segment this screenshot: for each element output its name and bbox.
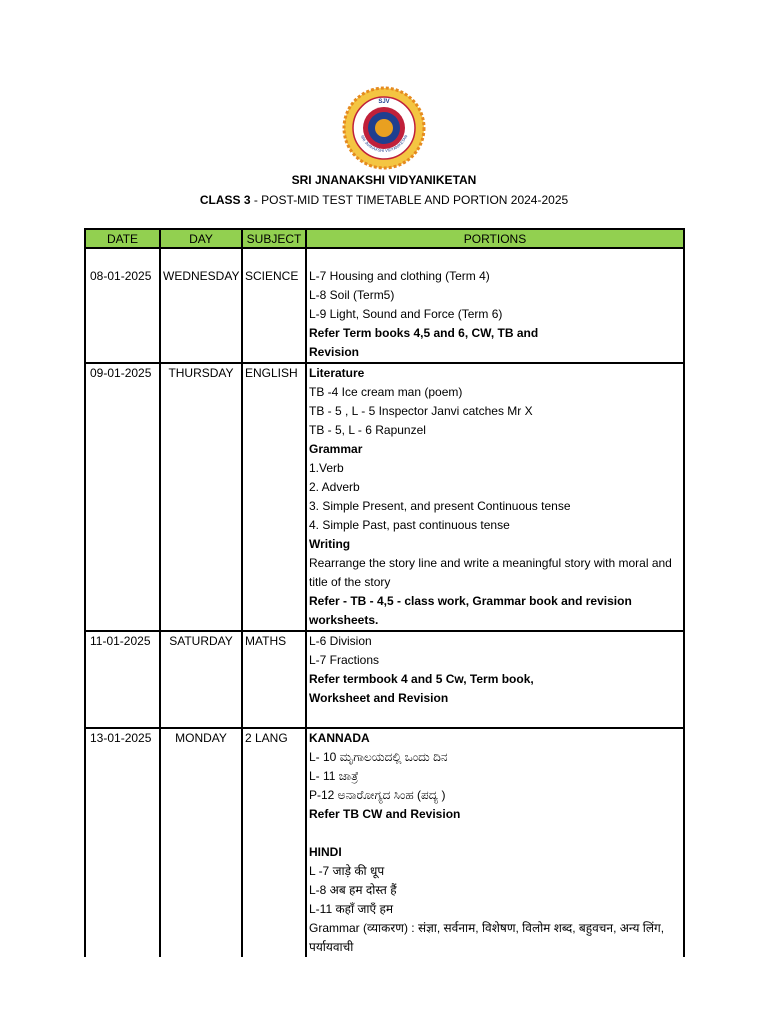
portion-line: Refer Term books 4,5 and 6, CW, TB and — [309, 326, 539, 340]
title-text: - POST-MID TEST TIMETABLE AND PORTION 2024-2025 — [250, 193, 569, 207]
header-date: DATE — [85, 229, 160, 248]
portion-line: L-11 कहाँ जाएँ हम — [309, 902, 394, 916]
portion-line: KANNADA — [309, 731, 370, 745]
portion-line: L -7 जाड़े की धूप — [309, 864, 385, 878]
table-row — [85, 363, 684, 631]
logo-center — [375, 119, 393, 137]
date-cell: 09-01-2025 — [85, 363, 160, 631]
date-cell: 08-01-2025 — [85, 248, 160, 363]
portion-line: Rearrange the story line and write a meaningful story with moral and title of the story — [309, 556, 672, 589]
portion-line — [309, 824, 681, 843]
day-cell: MONDAY — [160, 728, 242, 957]
portion-line: TB - 5, L - 6 Rapunzel — [309, 423, 426, 437]
portion-line: Grammar — [309, 442, 363, 456]
portion-line: 1.Verb — [309, 461, 344, 475]
header-row — [85, 229, 684, 248]
portion-line: Refer - TB - 4,5 - class work, Grammar book and revision worksheets. — [309, 594, 632, 627]
day-cell: THURSDAY — [160, 363, 242, 631]
class-label: CLASS 3 — [199, 193, 251, 207]
subject-cell: SCIENCE — [242, 248, 306, 363]
timetable — [84, 228, 685, 957]
portion-line: L-8 अब हम दोस्त हैं — [309, 883, 397, 897]
portion-line: Grammar (व्याकरण) : संज्ञा, सर्वनाम, विशेषण, विलोम शब्द, बहुवचन, अन्य लिंग, पर्यायवाची — [309, 921, 665, 954]
header-portions: PORTIONS — [306, 229, 684, 248]
portions-cell — [306, 728, 684, 957]
portion-line: P-12 ಅನಾರೋಗ್ಯದ ಸಿಂಹ (ಪದ್ಯ ) — [309, 788, 446, 802]
portions-cell — [306, 631, 684, 728]
portion-line: 3. Simple Present, and present Continuous tense — [309, 499, 571, 513]
portion-line — [309, 708, 681, 727]
logo-ring-text: SRI JNANAKSHI VIDYANIKETAN — [359, 134, 409, 154]
table-row — [85, 631, 684, 728]
subject-cell: 2 LANG — [242, 728, 306, 957]
date-cell: 13-01-2025 — [85, 728, 160, 957]
portion-line: TB -4 Ice cream man (poem) — [309, 385, 463, 399]
header-subject: SUBJECT — [242, 229, 306, 248]
portion-line: TB - 5 , L - 5 Inspector Janvi catches Mr X — [309, 404, 533, 418]
portion-line: Worksheet and Revision — [309, 691, 449, 705]
logo-abbrev: SJV — [378, 99, 390, 105]
school-name: SRI JNANAKSHI VIDYANIKETAN — [291, 173, 477, 187]
portion-line: L- 10 ಮೃಗಾಲಯದಲ್ಲಿ ಒಂದು ದಿನ — [309, 750, 448, 764]
subject-cell: ENGLISH — [242, 363, 306, 631]
portion-line: L-7 Housing and clothing (Term 4) — [309, 269, 490, 283]
portions-cell — [306, 248, 684, 363]
table-row — [85, 248, 684, 363]
portion-line: Writing — [309, 537, 351, 551]
day-cell: SATURDAY — [160, 631, 242, 728]
portion-line: Refer TB CW and Revision — [309, 807, 461, 821]
portion-line: 2. Adverb — [309, 480, 360, 494]
portion-line: 4. Simple Past, past continuous tense — [309, 518, 510, 532]
portion-line: Refer termbook 4 and 5 Cw, Term book, — [309, 672, 534, 686]
portion-line: Revision — [309, 345, 360, 359]
header-day: DAY — [160, 229, 242, 248]
portions-cell — [306, 363, 684, 631]
school-logo — [342, 86, 426, 170]
date-cell: 11-01-2025 — [85, 631, 160, 728]
portion-line: Literature — [309, 366, 365, 380]
table-row — [85, 728, 684, 957]
portion-line: L- 11 ಜಾತ್ರೆ — [309, 769, 359, 783]
subject-cell: MATHS — [242, 631, 306, 728]
page-title — [0, 193, 768, 207]
portion-line: HINDI — [309, 845, 342, 859]
portion-line: L-9 Light, Sound and Force (Term 6) — [309, 307, 503, 321]
day-cell: WEDNESDAY — [160, 248, 242, 363]
portion-line: L-6 Division — [309, 634, 372, 648]
portion-line: L-7 Fractions — [309, 653, 380, 667]
portion-line: L-8 Soil (Term5) — [309, 288, 395, 302]
